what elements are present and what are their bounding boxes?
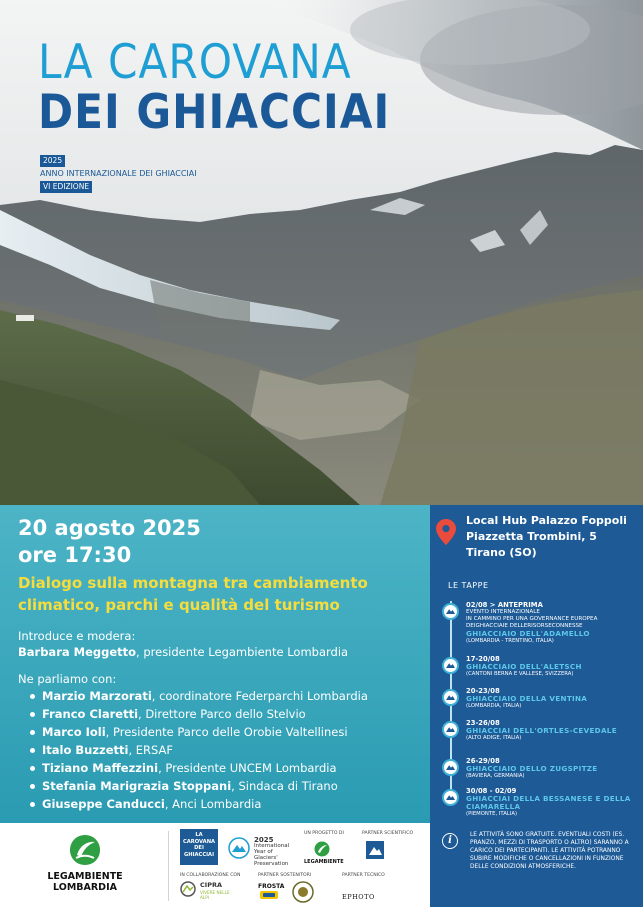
- speaker-name: Franco Claretti: [42, 707, 139, 721]
- speaker-name: Marco Ioli: [42, 725, 106, 739]
- stage-region: (BAVIERA, GERMANIA): [466, 773, 525, 779]
- venue-name: Local Hub Palazzo Foppoli: [466, 514, 627, 527]
- mountain-icon: [442, 657, 459, 674]
- stage-region: (LOMBARDIA, ITALIA): [466, 703, 522, 709]
- carovana-logo-line1: LA CAROVANA: [182, 832, 216, 845]
- stages-label: LE TAPPE: [448, 581, 489, 590]
- carovana-logo-line2: DEI GHIACCIAI: [183, 845, 215, 858]
- year-tag: 2025: [40, 155, 65, 167]
- stage-region: (CANTONI BERNA E VALLESE, SVIZZERA): [466, 671, 574, 677]
- stage-extra: EVENTO INTERNAZIONALE: [466, 609, 540, 615]
- iyg-text: International Year of Glaciers' Preservation: [254, 843, 290, 867]
- footer-divider: [168, 831, 169, 901]
- speaker-role: , Anci Lombardia: [164, 797, 262, 811]
- speaker-item: [18, 705, 412, 723]
- info-icon: i: [442, 833, 458, 849]
- speaker-item: [18, 741, 412, 759]
- event-details: [0, 505, 430, 823]
- speaker-name: Italo Buzzetti: [42, 743, 129, 757]
- carovana-logo: [180, 829, 218, 865]
- stage-date: 26-29/08: [466, 757, 500, 765]
- frosta-name: FROSTA: [258, 883, 285, 890]
- stage-glacier: GHIACCIAIO DELLA VENTINA: [466, 694, 588, 703]
- speaker-name: Tiziano Maffezzini: [42, 761, 159, 775]
- stage-glacier: GHIACCIAI DELL'ORTLES-CEVEDALE: [466, 726, 617, 735]
- moderator-role: , presidente Legambiente Lombardia: [136, 645, 349, 659]
- speakers-label: Ne parliamo con:: [18, 672, 117, 686]
- iyg-year: 2025: [254, 836, 274, 844]
- speakers-list: [18, 687, 412, 813]
- info-panel: [430, 505, 643, 907]
- mountain-icon: [442, 721, 459, 738]
- leaf-icon: [68, 833, 102, 867]
- cipra-logo-icon: [180, 881, 196, 897]
- mountain-icon: [442, 789, 459, 806]
- stage-date: 20-23/08: [466, 687, 500, 695]
- speaker-role: , Sindaca di Tirano: [231, 779, 338, 793]
- mountain-icon: [442, 689, 459, 706]
- speaker-name: Marzio Marzorati: [42, 689, 152, 703]
- intro-label: Introduce e modera:: [18, 629, 136, 643]
- cipra-sub: VIVERE NELLE ALPI: [200, 890, 230, 900]
- year-tagline: ANNO INTERNAZIONALE DEI GHIACCIAI: [40, 169, 197, 178]
- stage-region: (PIEMONTE, ITALIA): [466, 811, 518, 817]
- speaker-role: , Presidente UNCEM Lombardia: [158, 761, 337, 775]
- speaker-role: , ERSAF: [128, 743, 174, 757]
- progetto-label: UN PROGETTO DI: [304, 831, 344, 836]
- legambiente-small-leaf-icon: [314, 841, 330, 857]
- speaker-item: [18, 795, 412, 813]
- location-pin-icon: [436, 519, 456, 545]
- venue: [466, 513, 627, 561]
- event-time: ore 17:30: [18, 543, 132, 567]
- legambiente-region: LOMBARDIA: [53, 882, 117, 893]
- stage-date: 30/08 - 02/09: [466, 787, 517, 795]
- stage-glacier: GHIACCIAIO DELL'ALETSCH: [466, 662, 582, 671]
- mountain-icon: [442, 759, 459, 776]
- speaker-name: Giuseppe Canducci: [42, 797, 165, 811]
- talk-title: Dialogo sulla montagna tra cambiamento climatico, parchi e qualità del turismo: [18, 574, 368, 614]
- progetto-name: LEGAMBIENTE: [304, 859, 344, 865]
- ephoto-name: EPHOTO: [342, 893, 375, 901]
- info-note-text: LE ATTIVITÀ SONO GRATUITE. EVENTUALI COSTI (ES. PRANZO, MEZZI DI TRASPORTO O ALTRO) SARANNO A CARICO DEI PARTECIPANTI. LE ATTIVITÀ POTRANNO SUBIRE MODIFICHE O CANCELLAZIONI IN FUNZIONE DELLE CONDIZIONI ATMOSFERICHE.: [470, 832, 629, 870]
- title-line-2: DEI GHIACCIAI: [38, 85, 391, 140]
- moderator-name: Barbara Meggetto: [18, 645, 137, 659]
- sponsor-seal-icon: [292, 881, 314, 903]
- speaker-item: [18, 687, 412, 705]
- event-date: 20 agosto 2025: [18, 516, 201, 540]
- stage-glacier: GHIACCIAIO DELL'ADAMELLO: [466, 629, 590, 638]
- sponsors-footer: [0, 823, 430, 907]
- collab-label: IN COLLABORAZIONE CON: [180, 873, 241, 878]
- speaker-name: Stefania Marigrazia Stoppani: [42, 779, 232, 793]
- cipra-name: CIPRA: [200, 881, 222, 889]
- scientific-partner-logo-icon: [366, 841, 384, 859]
- event-title: [38, 35, 391, 140]
- speaker-role: , coordinatore Federparchi Lombardia: [151, 689, 368, 703]
- stage-date: 17-20/08: [466, 655, 500, 663]
- stage-glacier: GHIACCIAI DELLA BESSANESE E DELLA CIAMARELLA: [466, 794, 631, 811]
- stage-glacier: GHIACCIAIO DELLO ZUGSPITZE: [466, 764, 598, 773]
- speaker-role: , Direttore Parco dello Stelvio: [138, 707, 306, 721]
- speaker-role: , Presidente Parco delle Orobie Valtellinesi: [105, 725, 348, 739]
- iyg-logo: [254, 837, 294, 867]
- speaker-item: [18, 759, 412, 777]
- edition-block: [40, 155, 197, 193]
- speaker-item: [18, 723, 412, 741]
- speaker-item: [18, 777, 412, 795]
- title-line-1: LA CAROVANA: [38, 35, 352, 90]
- edition-tag: VI EDIZIONE: [40, 181, 92, 193]
- stage-date: 02/08 > ANTEPRIMA: [466, 601, 543, 609]
- iyg-emblem-icon: [228, 837, 250, 859]
- venue-city: Tirano (SO): [466, 546, 537, 559]
- partner-scientifico-label: PARTNER SCIENTIFICO: [362, 831, 414, 836]
- stage-region: (ALTO ADIGE, ITALIA): [466, 735, 522, 741]
- stage-region: (LOMBARDIA - TRENTINO, ITALIA): [466, 638, 554, 644]
- moderator: [18, 644, 412, 660]
- legambiente-name: LEGAMBIENTE: [47, 871, 123, 882]
- stage-extra-detail: IN CAMMINO PER UNA GOVERNANCE EUROPEA DEIGHIACCIAIE DELLERISORSECONNESSE: [466, 616, 598, 629]
- stage-date: 23-26/08: [466, 719, 500, 727]
- legambiente-lombardia-logo: [30, 833, 140, 893]
- venue-address: Piazzetta Trombini, 5: [466, 530, 597, 543]
- frosta-logo-icon: [260, 891, 278, 899]
- mountain-icon: [442, 603, 459, 620]
- partner-sostenitori-label: PARTNER SOSTENITORI: [258, 873, 312, 878]
- partner-tecnico-label: PARTNER TECNICO: [342, 873, 385, 878]
